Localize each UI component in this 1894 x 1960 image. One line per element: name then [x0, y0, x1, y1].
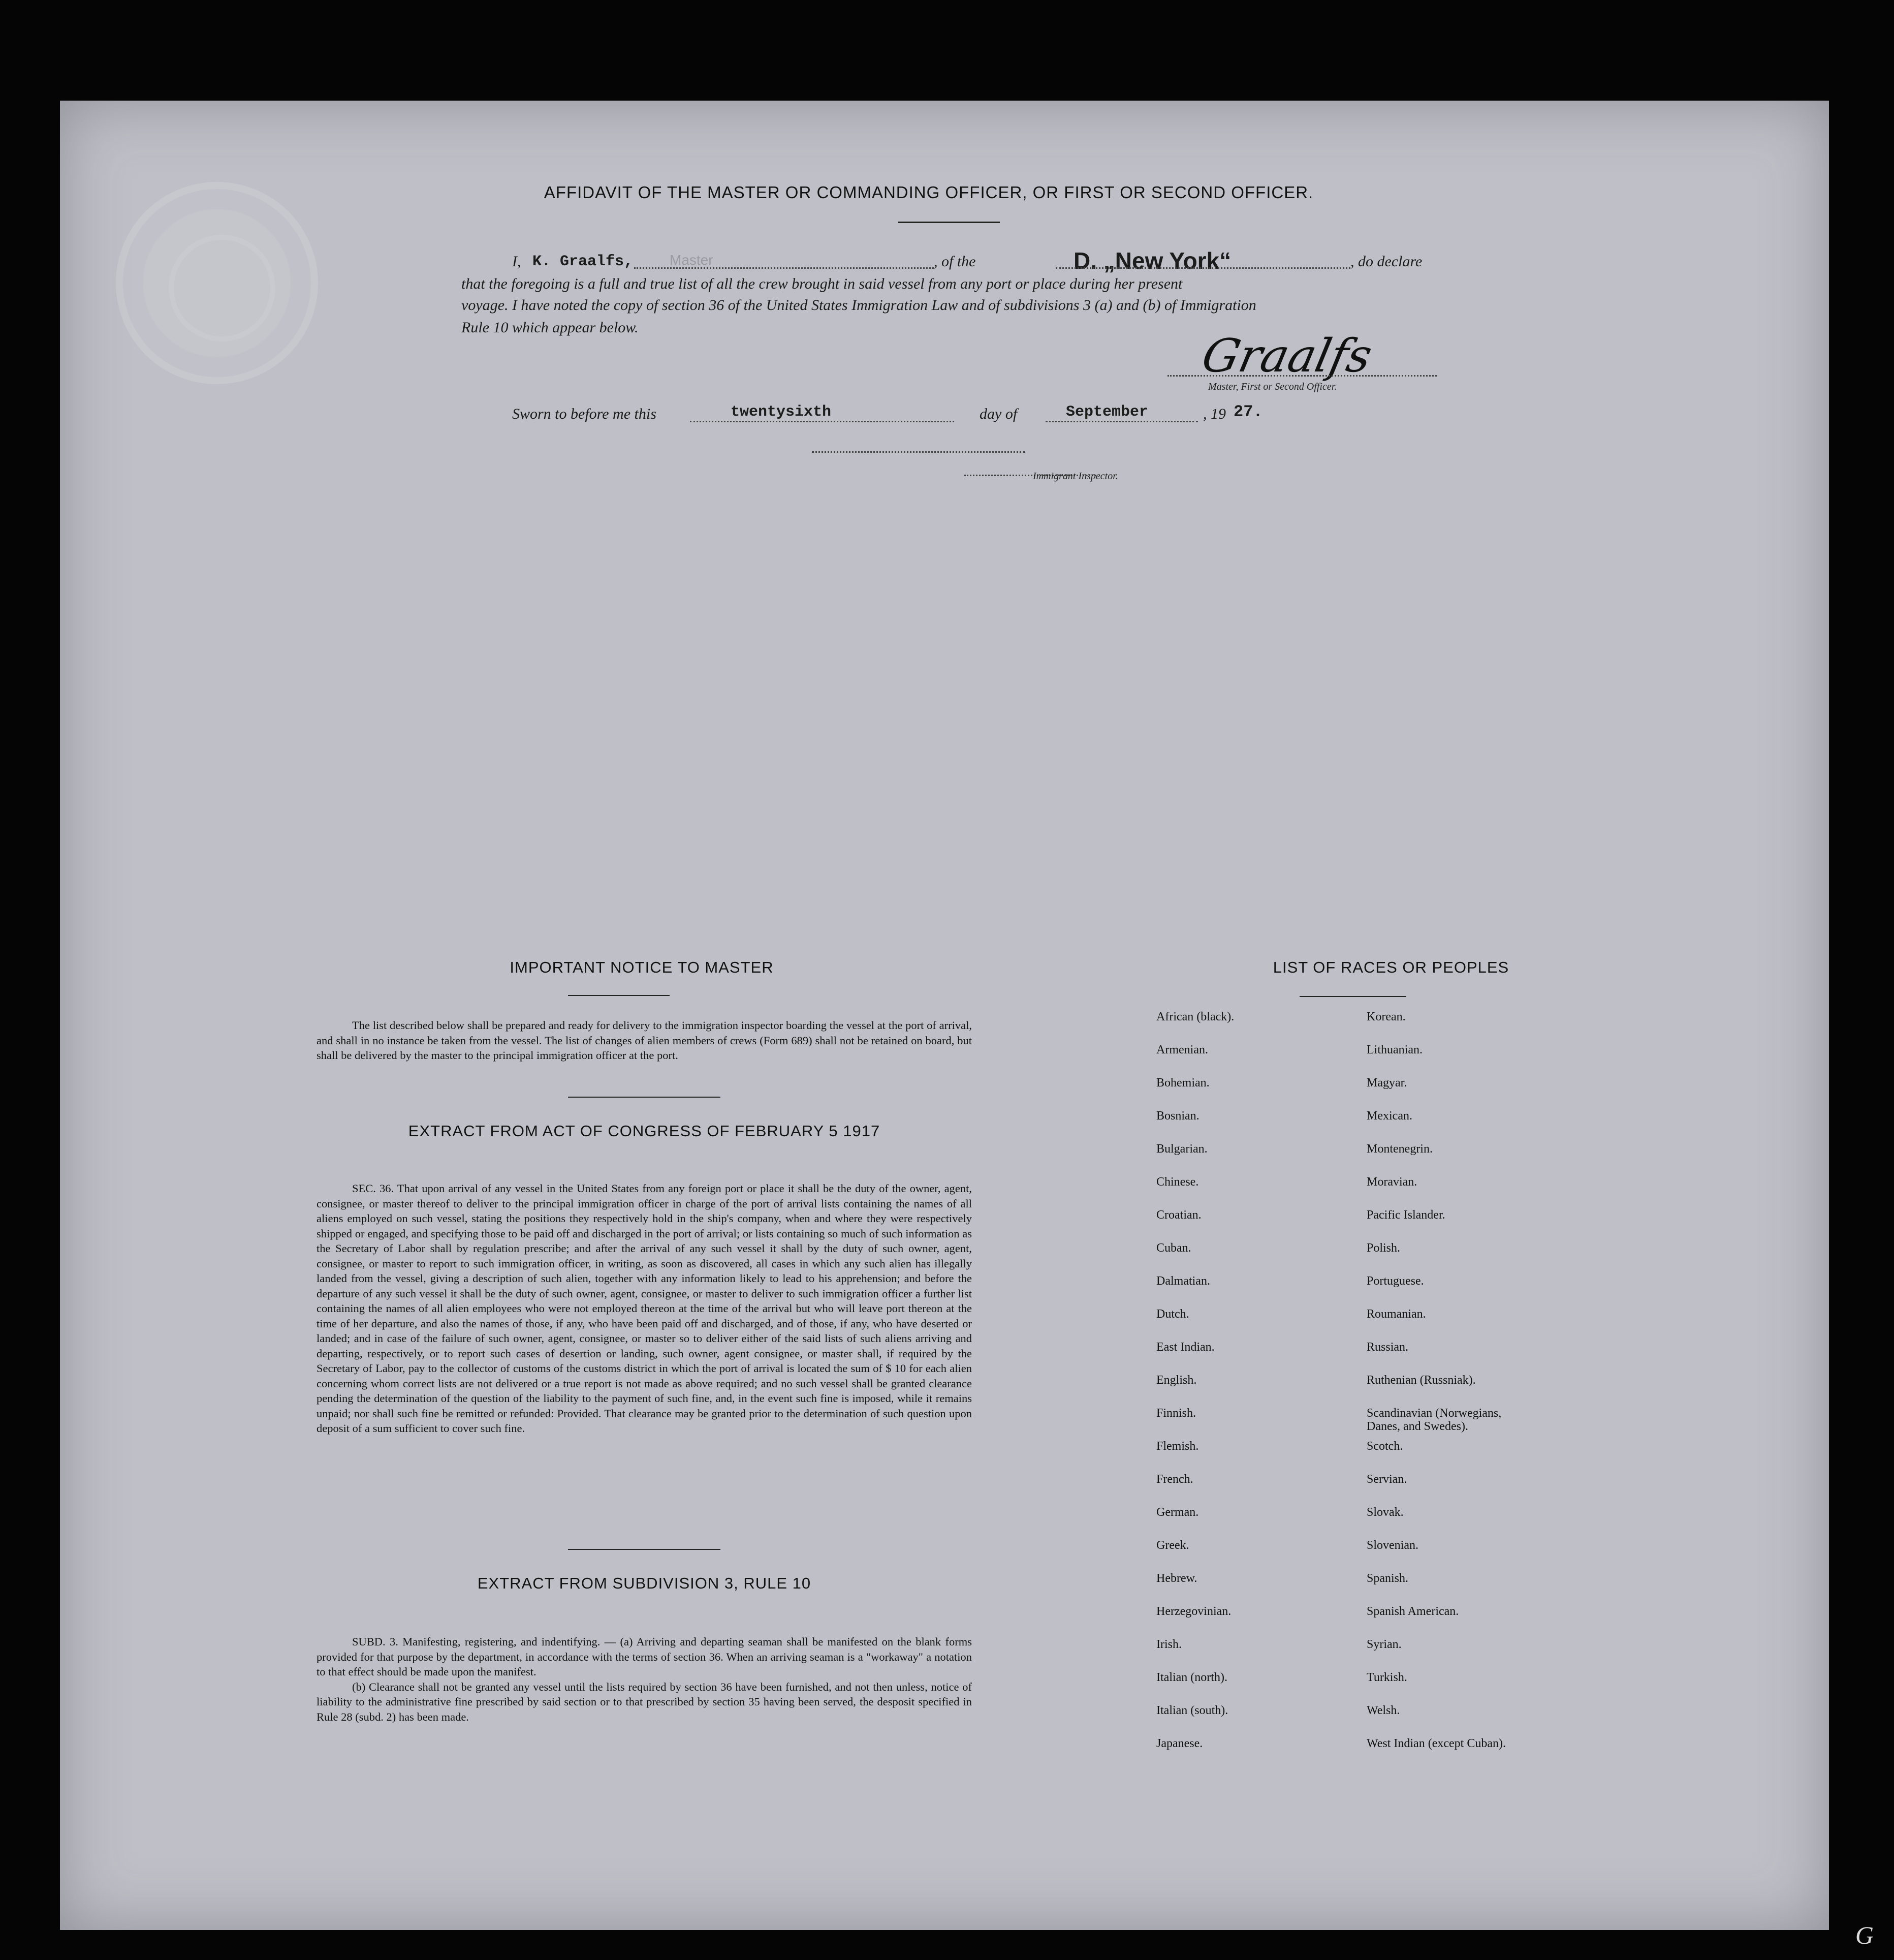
- race-item: English.: [1156, 1374, 1197, 1387]
- act-title: EXTRACT FROM ACT OF CONGRESS OF FEBRUARY 5 1917: [408, 1122, 880, 1140]
- race-item: Bulgarian.: [1156, 1142, 1208, 1156]
- race-item: Korean.: [1367, 1010, 1406, 1023]
- race-item: Slovak.: [1367, 1506, 1404, 1519]
- race-item: Bohemian.: [1156, 1076, 1210, 1090]
- race-item: German.: [1156, 1506, 1199, 1519]
- race-item: Finnish.: [1156, 1407, 1196, 1420]
- race-item: Roumanian.: [1367, 1308, 1426, 1321]
- race-item: Moravian.: [1367, 1175, 1417, 1189]
- race-item: African (black).: [1156, 1010, 1235, 1023]
- declaration-body-1: that the foregoing is a full and true list of all the crew brought in said vessel from any port or place during her present: [461, 275, 1183, 292]
- rank-typed: Master: [670, 252, 713, 268]
- sworn-year: 27.: [1234, 402, 1263, 421]
- declaration-body-2: voyage. I have noted the copy of section 36 of the United States Immigration Law and of subdivisions 3 (a) and (b) of Immigration: [461, 297, 1256, 314]
- act-text: SEC. 36. That upon arrival of any vessel in the United States from any foreign port or place it shall be the duty of the owner, agent, consignee, or master thereof to deliver to the principal immigration officer in charge of the port of arrival lists containing the names of all aliens employed on such vessel, stating the positions they respectively hold in the ship's company, when and where they were respectively shipped or engaged, and specifying those to be paid off and discharged in the port of arrival; or lists containing so much of such information as the Secretary of Labor shall by regulation prescribe; and after the arrival of any such vessel it shall by the duty of such owner, agent, consignee, or master to report to such immigration officer, in writing, as soon as discovered, all cases in which any such alien has illegally landed from the vessel, giving a description of such alien, together with any information likely to lead to his apprehension; and before the departure of any such vessel it shall be the duty of such owner, agent, consignee, or master to deliver to such immigration officer a further list containing the names of all alien employees who were not employed thereon at the time of the arrival but who will leave port thereon at the time of her departure, and also the names of those, if any, who have been paid off and discharged, and of those, if any, who have deserted or landed; and in case of the failure of such owner, agent, consignee, or master so to deliver either of the said lists of such aliens arriving and departing, respectively, or to report such cases of desertion or landing, such owner, agent consignee, or master shall, if required by the Secretary of Labor, pay to the collector of customs of the customs district in which the port of arrival is located the sum of $ 10 for each alien concerning whom correct lists are not delivered or a true report is not made as above required; and no such vessel shall be granted clearance pending the determination of the question of the liability to the payment of such fine, and, in the event such fine is imposed, while it remains unpaid; nor shall such fine be remitted or refunded: Provided. That clearance may be granted prior to the determination of such question upon deposit of a sum sufficient to cover such fine.: [317, 1182, 972, 1435]
- sworn-line: [512, 402, 1376, 431]
- race-item: Chinese.: [1156, 1175, 1199, 1189]
- sworn-month: September: [1066, 403, 1149, 421]
- rule-title: EXTRACT FROM SUBDIVISION 3, RULE 10: [477, 1574, 811, 1592]
- race-item: Mexican.: [1367, 1109, 1412, 1123]
- race-item: Hebrew.: [1156, 1572, 1197, 1585]
- declaration-line: [512, 247, 1503, 274]
- race-item: Spanish.: [1367, 1572, 1409, 1585]
- signature: Graalfs: [1197, 329, 1377, 383]
- race-item: Turkish.: [1367, 1671, 1407, 1684]
- race-item: East Indian.: [1156, 1341, 1215, 1354]
- rule-text: SUBD. 3. Manifesting, registering, and indentifying. — (a) Arriving and departing seaman shall be manifested on the blank forms provided for that purpose by the department, in accordance with the terms of section 36. When an arriving seaman is a "workaway" a notation to that effect should be made upon the manifest. (b) Clearance shall not be granted any vessel until the lists required by section 36 have been furnished, and not then unless, notice of liability to the administrative fine prescribed by said section or to that prescribed by section 35 having been served, the desposit specified in Rule 28 (subd. 2) has been made.: [317, 1635, 972, 1723]
- race-item: Armenian.: [1156, 1043, 1208, 1056]
- race-item: Russian.: [1367, 1341, 1409, 1354]
- master-name: K. Graalfs,: [532, 253, 634, 270]
- vessel-name: D. „New York“: [1074, 247, 1232, 274]
- race-item: Irish.: [1156, 1638, 1182, 1651]
- race-item: Bosnian.: [1156, 1109, 1199, 1123]
- signature-caption: Master, First or Second Officer.: [1208, 381, 1337, 392]
- race-item: Lithuanian.: [1367, 1043, 1423, 1056]
- embossed-seal: [116, 182, 318, 384]
- day-of-label: day of: [980, 406, 1018, 422]
- race-item: Slovenian.: [1367, 1539, 1418, 1552]
- race-item: French.: [1156, 1473, 1193, 1486]
- do-declare-label: , do declare: [1350, 253, 1423, 270]
- race-item: West Indian (except Cuban).: [1367, 1737, 1506, 1750]
- of-the-label: , of the: [934, 253, 976, 270]
- race-item: Dalmatian.: [1156, 1274, 1210, 1288]
- race-item: Italian (south).: [1156, 1704, 1228, 1717]
- race-item: Syrian.: [1367, 1638, 1402, 1651]
- title-rule: [898, 222, 1000, 223]
- race-item: Italian (north).: [1156, 1671, 1227, 1684]
- races-title: LIST OF RACES OR PEOPLES: [1273, 958, 1509, 976]
- race-item: Pacific Islander.: [1367, 1208, 1445, 1222]
- race-item: Japanese.: [1156, 1737, 1203, 1750]
- race-item: Cuban.: [1156, 1241, 1191, 1255]
- race-item: Flemish.: [1156, 1440, 1199, 1453]
- intro-i: I,: [512, 253, 521, 270]
- race-item: Greek.: [1156, 1539, 1189, 1552]
- declaration-body-3: Rule 10 which appear below.: [461, 319, 639, 336]
- inspector-caption: Immigrant Inspector.: [1033, 471, 1118, 482]
- race-item: Servian.: [1367, 1473, 1407, 1486]
- race-item: Scandinavian (Norwegians, Danes, and Swedes).: [1367, 1407, 1502, 1433]
- sworn-day: twentysixth: [731, 403, 832, 421]
- race-item: Magyar.: [1367, 1076, 1407, 1090]
- race-item: Ruthenian (Russniak).: [1367, 1374, 1476, 1387]
- race-item: Dutch.: [1156, 1308, 1189, 1321]
- race-item: Croatian.: [1156, 1208, 1202, 1222]
- sworn-prefix: Sworn to before me this: [512, 406, 656, 422]
- notice-title: IMPORTANT NOTICE TO MASTER: [510, 958, 774, 976]
- form-page: [60, 101, 1829, 1930]
- race-item: Herzegovinian.: [1156, 1605, 1232, 1618]
- race-item: Montenegrin.: [1367, 1142, 1433, 1156]
- race-item: Portuguese.: [1367, 1274, 1424, 1288]
- corner-mark: G: [1855, 1921, 1874, 1949]
- notice-text: The list described below shall be prepared and ready for delivery to the immigration inspector boarding the vessel at the port of arrival, and shall in no instance be taken from the vessel. The list of changes of alien members of crews (Form 689) shall not be retained on board, but shall be delivered by the master to the principal immigration officer at the port.: [317, 1019, 972, 1062]
- race-item: Spanish American.: [1367, 1605, 1459, 1618]
- race-item: Polish.: [1367, 1241, 1401, 1255]
- race-item: Welsh.: [1367, 1704, 1400, 1717]
- year-prefix: , 19: [1203, 406, 1226, 422]
- race-item: Scotch.: [1367, 1440, 1403, 1453]
- affidavit-title: AFFIDAVIT OF THE MASTER OR COMMANDING OFFICER, OR FIRST OR SECOND OFFICER.: [544, 183, 1314, 202]
